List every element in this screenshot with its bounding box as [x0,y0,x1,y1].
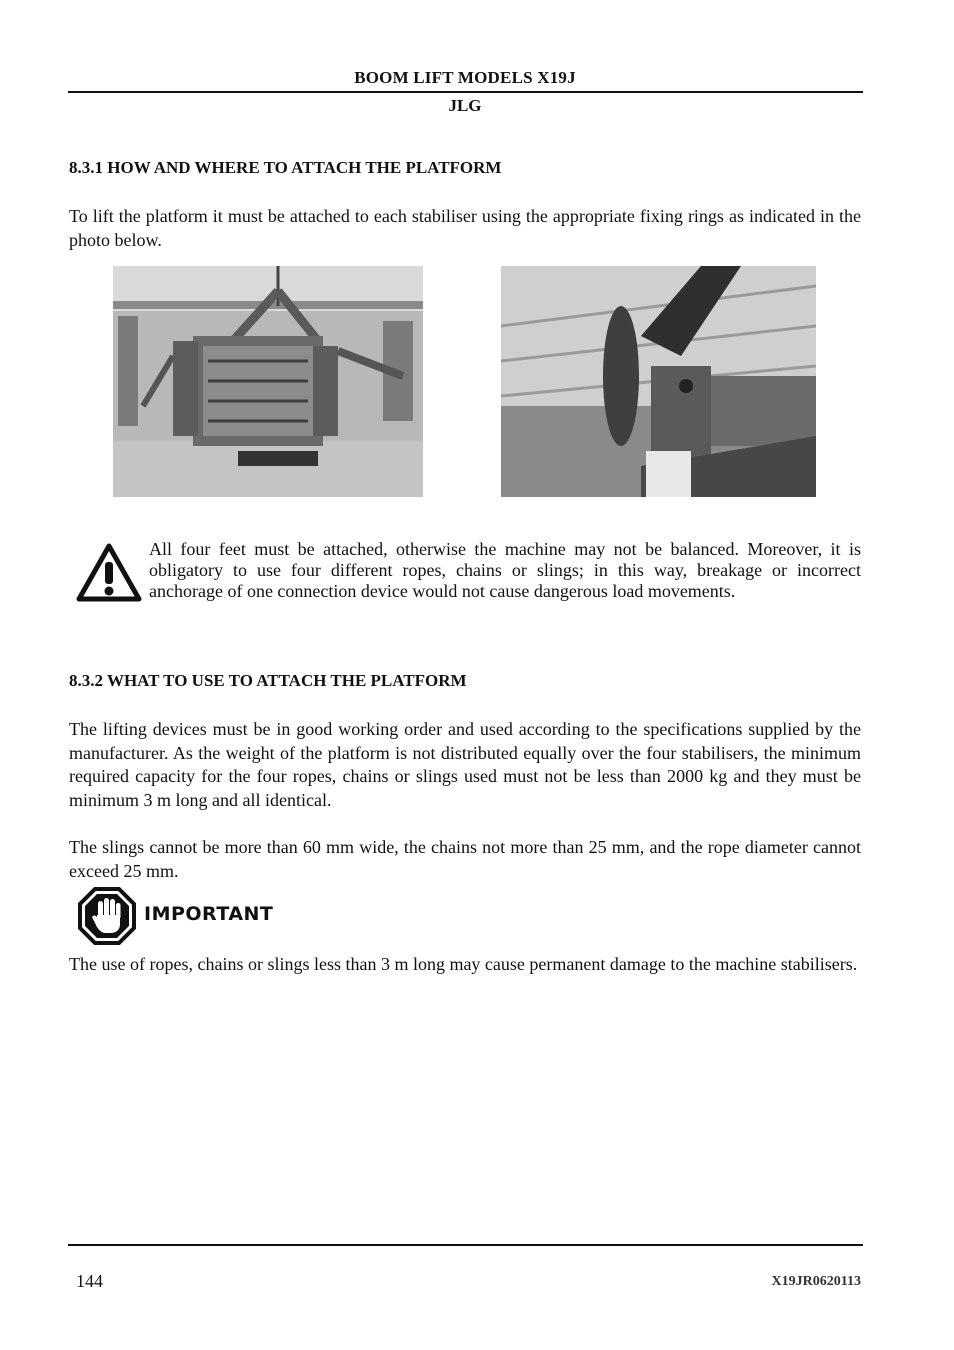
section-paragraph: The lifting devices must be in good working order and used according to the specifications supplied by the manufacturer. As the weight of the platform is not distributed equally over the four stabilisers, the minimum required capacity for the four ropes, chains or slings used must not be less than 2000 kg and they must be minimum 3 m long and all identical. [69,719,861,810]
section-paragraph: The slings cannot be more than 60 mm wide, the chains not more than 25 mm, and the rope diameter cannot exceed 25 mm. [69,837,861,881]
header-divider [68,91,863,93]
document-title: BOOM LIFT MODELS X19J [354,68,576,87]
section-paragraph: To lift the platform it must be attached to each stabiliser using the appropriate fixing rings as indicated in the photo below. [69,206,861,250]
warning-text: All four feet must be attached, otherwise the machine may not be balanced. Moreover, it is obligatory to use four different ropes, chains or slings; in this way, breakage or incorrect anchorage of one connection device would not cause dangerous load movements. [149,539,861,601]
warning-triangle-icon [76,543,142,603]
photo-fixing-ring-detail [501,266,816,497]
page-number: 144 [76,1271,103,1291]
section-heading-attach-where: 8.3.1 HOW AND WHERE TO ATTACH THE PLATFORM [69,158,502,177]
footer-divider [68,1244,863,1246]
important-text: The use of ropes, chains or slings less than 3 m long may cause permanent damage to the machine stabilisers. [69,954,858,974]
stop-hand-icon [78,887,136,945]
photo-machine-lifted [113,266,423,497]
brand-name: JLG [448,96,482,115]
important-label: IMPORTANT [144,903,274,925]
document-code: X19JR0620113 [771,1274,861,1289]
section-heading-attach-what: 8.3.2 WHAT TO USE TO ATTACH THE PLATFORM [69,671,467,690]
